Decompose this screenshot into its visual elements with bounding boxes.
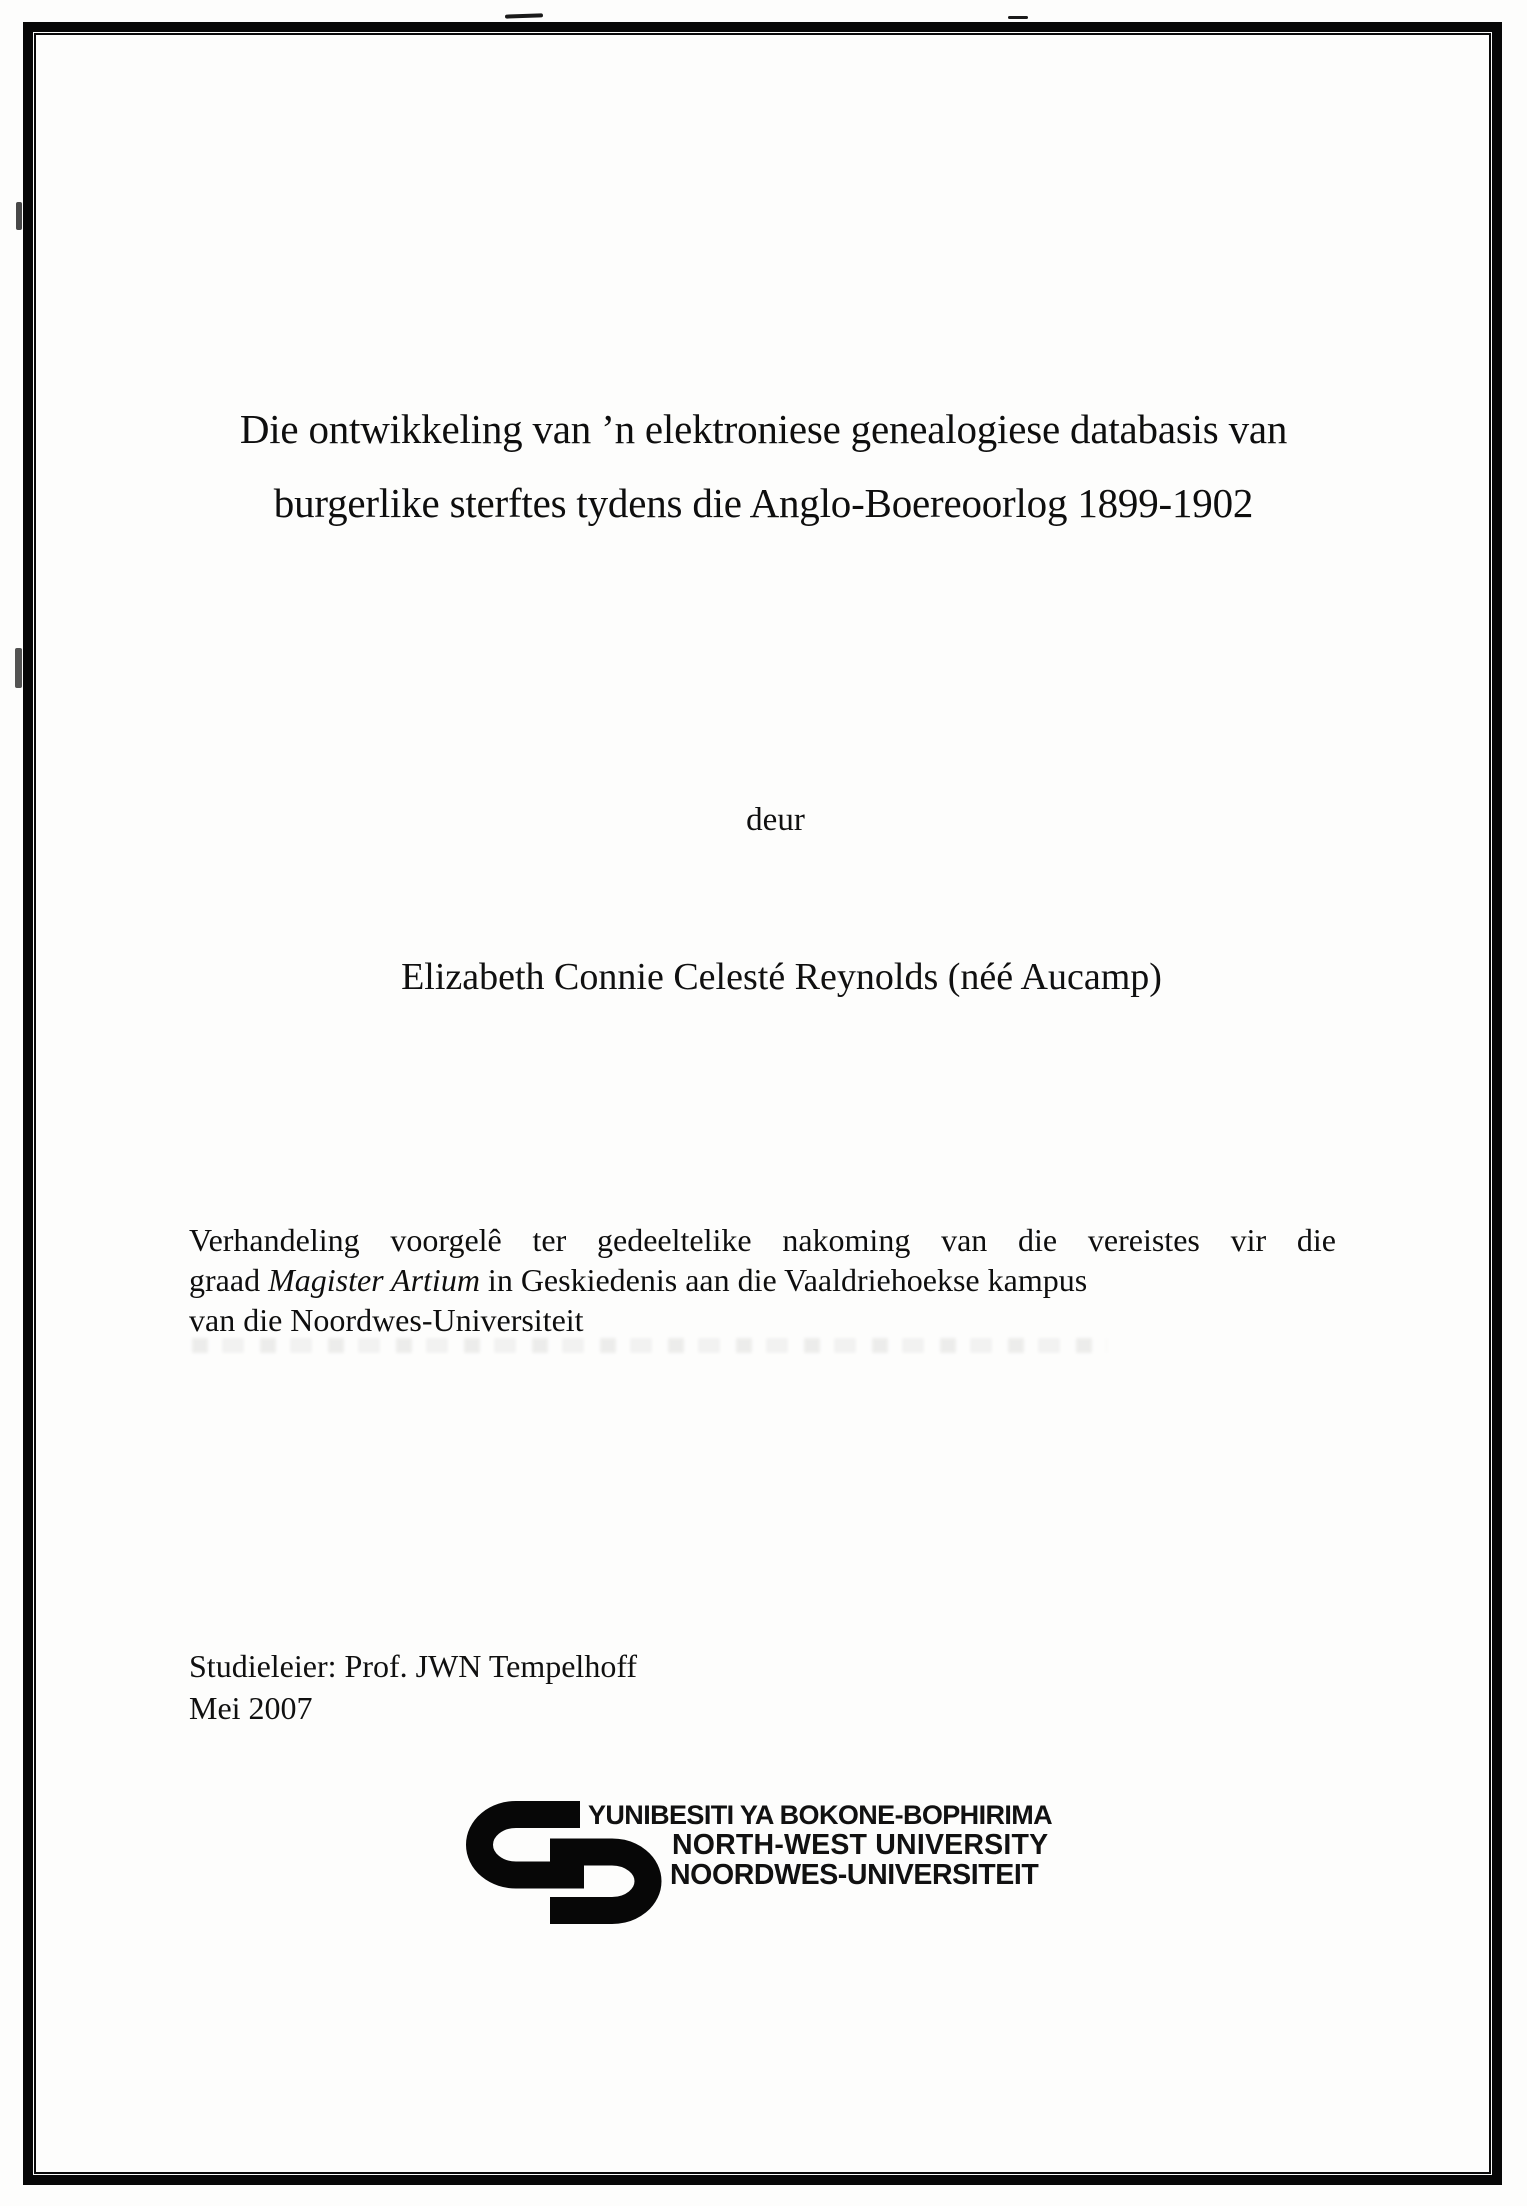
supervisor-line: Studieleier: Prof. JWN Tempelhoff bbox=[189, 1648, 638, 1684]
university-logo-text bbox=[588, 1800, 1052, 1890]
logo-line-english: NORTH-WEST UNIVERSITY bbox=[672, 1829, 1049, 1861]
author-name: Elizabeth Connie Celesté Reynolds (néé Aucamp) bbox=[401, 956, 1162, 998]
logo-line-afrikaans: NOORDWES-UNIVERSITEIT bbox=[670, 1859, 1039, 1891]
date-line: Mei 2007 bbox=[189, 1690, 313, 1726]
scan-speck bbox=[16, 202, 22, 230]
thesis-title-line1: Die ontwikkeling van ’n elektroniese genealogiese databasis van bbox=[239, 406, 1288, 452]
byline-deur: deur bbox=[746, 802, 805, 838]
degree-statement-line1: Verhandeling voorgelê ter gedeeltelike nakoming van die vereistes vir die bbox=[189, 1222, 1336, 1258]
thesis-title bbox=[60, 392, 1467, 540]
degree-statement-line2 bbox=[189, 1260, 1336, 1300]
scan-bleedthrough-artifact bbox=[192, 1338, 1107, 1353]
scan-speck bbox=[505, 13, 543, 18]
supervisor-block bbox=[189, 1645, 637, 1729]
degree-statement-line2-suffix: in Geskiedenis aan die Vaaldriehoekse kampus bbox=[479, 1262, 1088, 1298]
logo-line-setswana: YUNIBESITI YA BOKONE-BOPHIRIMA bbox=[588, 1800, 1053, 1830]
thesis-title-line2: burgerlike sterftes tydens die Anglo-Boereoorlog 1899-1902 bbox=[273, 480, 1254, 526]
degree-statement-line3: van die Noordwes-Universiteit bbox=[189, 1302, 584, 1338]
degree-statement bbox=[189, 1220, 1336, 1340]
degree-name-italic: Magister Artium bbox=[268, 1262, 480, 1298]
degree-statement-line2-prefix: graad bbox=[189, 1262, 269, 1298]
scan-speck bbox=[1008, 16, 1028, 19]
scan-speck bbox=[15, 648, 22, 688]
